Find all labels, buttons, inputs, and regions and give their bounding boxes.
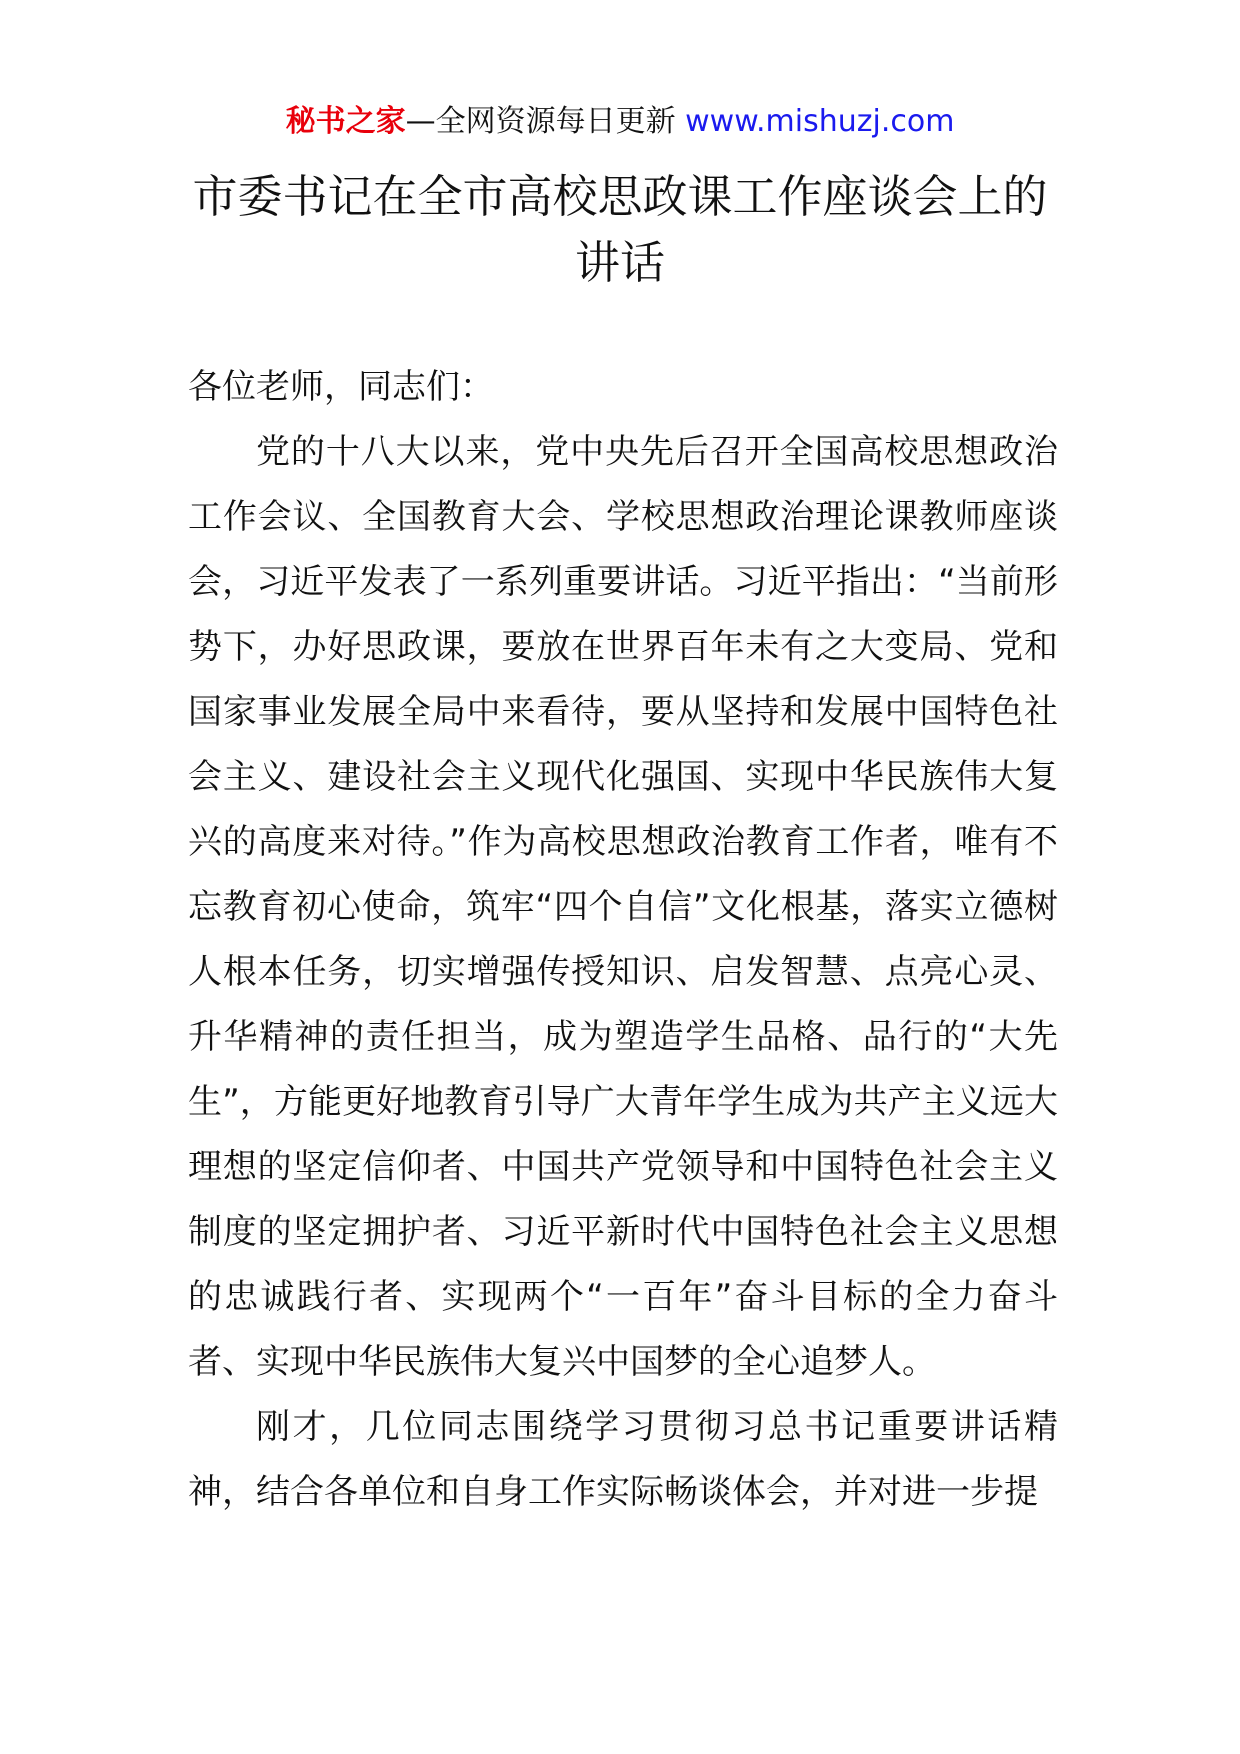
paragraph: 刚才，几位同志围绕学习贯彻习总书记重要讲话精神，结合各单位和自身工作实际畅谈体会，并对进一步提 (188, 1407, 1058, 1512)
header-tagline: —全网资源每日更新 (405, 104, 686, 139)
brand-name: 秘书之家 (285, 104, 406, 139)
page-header (0, 100, 1240, 144)
document-body (188, 355, 1058, 1525)
document-title: 市委书记在全市高校思政课工作座谈会上的讲话 (192, 170, 1048, 289)
paragraph: 党的十八大以来，党中央先后召开全国高校思想政治工作会议、全国教育大会、学校思想政治理论课教师座谈会，习近平发表了一系列重要讲话。习近平指出：“当前形势下，办好思政课，要放在世界百年未有之大变局、党和国家事业发展全局中来看待，要从坚持和发展中国特色社会主义、建设社会主义现代化强国、实现中华民族伟大复兴的高度来对待。”作为高校思想政治教育工作者，唯有不忘教育初心使命，筑牢“四个自信”文化根基，落实立德树人根本任务，切实增强传授知识、启发智慧、点亮心灵、升华精神的责任担当，成为塑造学生品格、品行的“大先生”，方能更好地教育引导广大青年学生成为共产主义远大理想的坚定信仰者、中国共产党领导和中国特色社会主义制度的坚定拥护者、习近平新时代中国特色社会主义思想的忠诚践行者、实现两个“一百年”奋斗目标的全力奋斗者、实现中华民族伟大复兴中国梦的全心追梦人。 (188, 432, 1058, 1382)
site-url[interactable]: www.mishuzj.com (685, 104, 955, 139)
salutation: 各位老师，同志们： (188, 367, 494, 407)
